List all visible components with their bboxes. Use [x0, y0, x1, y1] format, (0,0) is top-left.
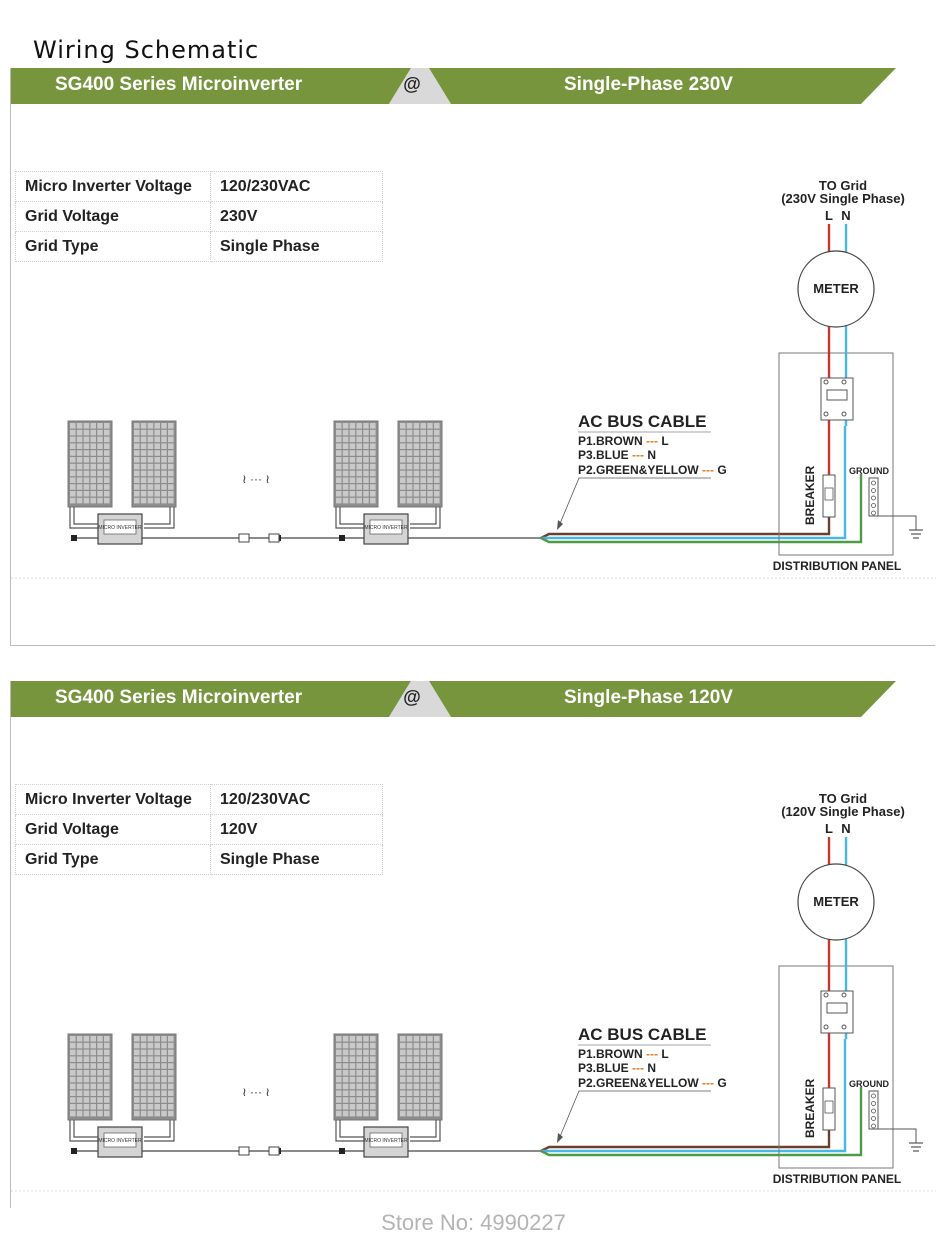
svg-text:MICRO INVERTER: MICRO INVERTER: [364, 1138, 408, 1144]
spec-value: 120/230VAC: [211, 172, 383, 202]
cable-connector: [339, 535, 345, 541]
cable-connector: [71, 535, 77, 541]
svg-text:MICRO INVERTER: MICRO INVERTER: [364, 525, 408, 531]
breaker-label: BREAKER: [803, 465, 817, 525]
spec-value: Single Phase: [211, 845, 383, 875]
distribution-panel-label: DISTRIBUTION PANEL: [772, 1172, 902, 1186]
line-N-label: N: [841, 821, 851, 836]
to-grid-label: TO Grid: [818, 791, 868, 806]
brown-wire-L: [541, 488, 829, 538]
banner-at-sign: @: [403, 74, 421, 94]
panel-inverter-group-2: [334, 1034, 442, 1157]
cable-connector: [339, 1148, 345, 1154]
earth-ground-icon: [909, 1143, 923, 1151]
spec-key: Grid Type: [16, 232, 211, 262]
solar-panel: [334, 421, 378, 507]
meter-label: METER: [813, 281, 859, 296]
banner-left-title: SG400 Series Microinverter: [55, 687, 303, 708]
cable-legend-row: P3.BLUE --- N: [578, 1061, 657, 1075]
svg-text:MICRO INVERTER: MICRO INVERTER: [98, 525, 142, 531]
svg-text:MICRO INVERTER: MICRO INVERTER: [98, 1138, 142, 1144]
spec-key: Micro Inverter Voltage: [16, 785, 211, 815]
line-L-label: L: [825, 821, 833, 836]
cable-label-pointer: [559, 478, 711, 526]
cable-end-cap: [239, 1147, 249, 1155]
brown-wire-L: [541, 1101, 829, 1151]
grid-phase-label: (230V Single Phase): [781, 191, 905, 206]
spec-key: Grid Voltage: [16, 815, 211, 845]
earth-lead: [878, 1129, 916, 1143]
ground-label: GROUND: [849, 1079, 889, 1089]
microinverter-icon: [364, 1127, 408, 1157]
solar-panel: [68, 421, 112, 507]
spec-key: Grid Voltage: [16, 202, 211, 232]
solar-panel: [334, 1034, 378, 1120]
microinverter-icon: [98, 514, 142, 544]
cable-legend-row: P2.GREEN&YELLOW --- G: [578, 463, 727, 477]
earth-ground-icon: [909, 530, 923, 538]
microinverter-icon: [364, 514, 408, 544]
to-grid-label: TO Grid: [818, 178, 868, 193]
page-title: Wiring Schematic: [33, 36, 260, 64]
banner-right-title: Single-Phase 230V: [564, 74, 733, 95]
cable-legend-row: P1.BROWN --- L: [578, 1047, 669, 1061]
section-120v: [10, 681, 935, 1208]
spec-value: Single Phase: [211, 232, 383, 262]
grid-phase-label: (120V Single Phase): [781, 804, 905, 819]
line-N-label: N: [841, 208, 851, 223]
ac-bus-cable-title: AC BUS CABLE: [578, 412, 707, 431]
ellipsis-text: ≀ ··· ≀: [242, 1085, 270, 1099]
cable-label-pointer: [559, 1091, 711, 1139]
microinverter-icon: [98, 1127, 142, 1157]
spec-value: 120V: [211, 815, 383, 845]
wiring-schematic: [11, 68, 936, 646]
solar-panel: [68, 1034, 112, 1120]
cable-legend-row: P3.BLUE --- N: [578, 448, 657, 462]
store-watermark: Store No: 4990227: [381, 1210, 566, 1235]
solar-panel: [132, 421, 176, 507]
cable-legend-row: P2.GREEN&YELLOW --- G: [578, 1076, 727, 1090]
banner-left-title: SG400 Series Microinverter: [55, 74, 303, 95]
cable-end-cap: [239, 534, 249, 542]
meter-label: METER: [813, 894, 859, 909]
spec-value: 120/230VAC: [211, 785, 383, 815]
panel-inverter-group-2: [334, 421, 442, 544]
line-L-label: L: [825, 208, 833, 223]
ac-bus-cable-title: AC BUS CABLE: [578, 1025, 707, 1044]
ground-label: GROUND: [849, 466, 889, 476]
panel-inverter-group-1: [68, 421, 176, 544]
ellipsis-text: ≀ ··· ≀: [242, 472, 270, 486]
solar-panel: [398, 1034, 442, 1120]
cable-end-cap: [269, 1147, 279, 1155]
banner-right-title: Single-Phase 120V: [564, 687, 733, 708]
top-note-strip: [0, 0, 947, 8]
cable-legend-row: P1.BROWN --- L: [578, 434, 669, 448]
breaker-label: BREAKER: [803, 1078, 817, 1138]
panel-inverter-group-1: [68, 1034, 176, 1157]
spec-key: Grid Type: [16, 845, 211, 875]
section-230v: [10, 68, 935, 646]
cable-connector: [71, 1148, 77, 1154]
solar-panel: [132, 1034, 176, 1120]
earth-lead: [878, 516, 916, 530]
banner-at-sign: @: [403, 687, 421, 707]
solar-panel: [398, 421, 442, 507]
wiring-schematic: [11, 681, 936, 1243]
distribution-panel-label: DISTRIBUTION PANEL: [772, 559, 902, 573]
cable-end-cap: [269, 534, 279, 542]
spec-value: 230V: [211, 202, 383, 232]
spec-key: Micro Inverter Voltage: [16, 172, 211, 202]
